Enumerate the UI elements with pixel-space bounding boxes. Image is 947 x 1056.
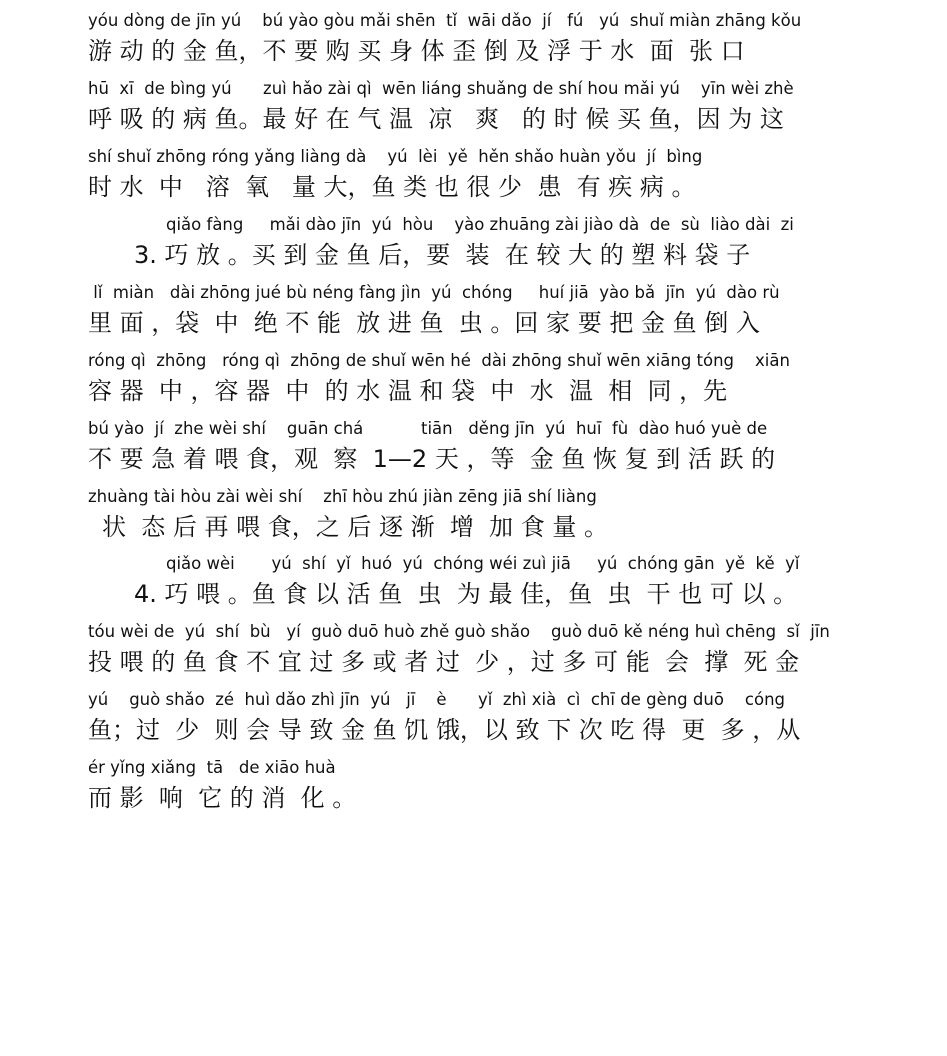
- pinyin-line: tóu wèi de yú shí bù yí guò duō huò zhě guò shǎo guò duō kě néng huì chēng sǐ jīn: [88, 622, 830, 641]
- chinese-line: 呼 吸 的 病 鱼。最 好 在 气 温 凉 爽 的 时 候 买 鱼，因 为 这: [88, 105, 784, 133]
- text-line-4: [88, 214, 858, 282]
- chinese-line: 不 要 急 着 喂 食，观 察 1—2 天 ，等 金 鱼 恢 复 到 活 跃 的: [88, 445, 776, 473]
- pinyin-line: zhuàng tài hòu zài wèi shí zhī hòu zhú jiàn zēng jiā shí liàng: [88, 487, 597, 506]
- chinese-line: 而 影 响 它 的 消 化 。: [88, 784, 357, 812]
- text-line-5: [88, 282, 858, 350]
- pinyin-line: yóu dòng de jīn yú bú yào gòu mǎi shēn tǐ wāi dǎo jí fú yú shuǐ miàn zhāng kǒu: [88, 11, 802, 30]
- pinyin-line: lǐ miàn dài zhōng jué bù néng fàng jìn yú chóng huí jiā yào bǎ jīn yú dào rù: [88, 283, 780, 302]
- text-line-8: [88, 486, 858, 554]
- pinyin-line: ér yǐng xiǎng tā de xiāo huà: [88, 758, 336, 777]
- pinyin-line: bú yào jí zhe wèi shí guān chá tiān děng jīn yú huī fù dào huó yuè de: [88, 419, 768, 438]
- text-line-9: [88, 553, 858, 621]
- text-line-12: [88, 757, 858, 825]
- chinese-line: 时 水 中 溶 氧 量 大，鱼 类 也 很 少 患 有 疾 病 。: [88, 173, 696, 201]
- pinyin-line: róng qì zhōng róng qì zhōng de shuǐ wēn hé dài zhōng shuǐ wēn xiāng tóng xiān: [88, 351, 790, 370]
- text-line-11: [88, 689, 858, 757]
- chinese-line: 游 动 的 金 鱼，不 要 购 买 身 体 歪 倒 及 浮 于 水 面 张 口: [88, 37, 745, 65]
- chinese-line: 容 器 中 ，容 器 中 的 水 温 和 袋 中 水 温 相 同 ，先: [88, 377, 728, 405]
- chinese-line: 状 态 后 再 喂 食，之 后 逐 渐 增 加 食 量 。: [102, 513, 609, 541]
- text-line-7: [88, 418, 858, 486]
- pinyin-line: shí shuǐ zhōng róng yǎng liàng dà yú lèi yě hěn shǎo huàn yǒu jí bìng: [88, 147, 703, 166]
- pinyin-line: qiǎo wèi yú shí yǐ huó yú chóng wéi zuì jiā yú chóng gān yě kě yǐ: [166, 554, 800, 573]
- chinese-line: 鱼；过 少 则 会 导 致 金 鱼 饥 饿，以 致 下 次 吃 得 更 多 ，从: [88, 716, 801, 744]
- text-line-2: [88, 78, 858, 146]
- chinese-line: 4. 巧 喂 。鱼 食 以 活 鱼 虫 为 最 佳，鱼 虫 干 也 可 以 。: [134, 580, 798, 608]
- text-line-3: [88, 146, 858, 214]
- text-line-1: [88, 10, 858, 78]
- chinese-line: 3. 巧 放 。买 到 金 鱼 后，要 装 在 较 大 的 塑 料 袋 子: [134, 241, 751, 269]
- pinyin-line: yú guò shǎo zé huì dǎo zhì jīn yú jī è yǐ zhì xià cì chī de gèng duō cóng: [88, 690, 785, 709]
- pinyin-line: hū xī de bìng yú zuì hǎo zài qì wēn liáng shuǎng de shí hou mǎi yú yīn wèi zhè: [88, 79, 794, 98]
- text-line-10: [88, 621, 858, 689]
- pinyin-line: qiǎo fàng mǎi dào jīn yú hòu yào zhuāng zài jiào dà de sù liào dài zi: [166, 215, 794, 234]
- text-line-6: [88, 350, 858, 418]
- chinese-line: 投 喂 的 鱼 食 不 宜 过 多 或 者 过 少 ，过 多 可 能 会 撑 死 金: [88, 648, 800, 676]
- chinese-line: 里 面 ，袋 中 绝 不 能 放 进 鱼 虫 。回 家 要 把 金 鱼 倒 入: [88, 309, 760, 337]
